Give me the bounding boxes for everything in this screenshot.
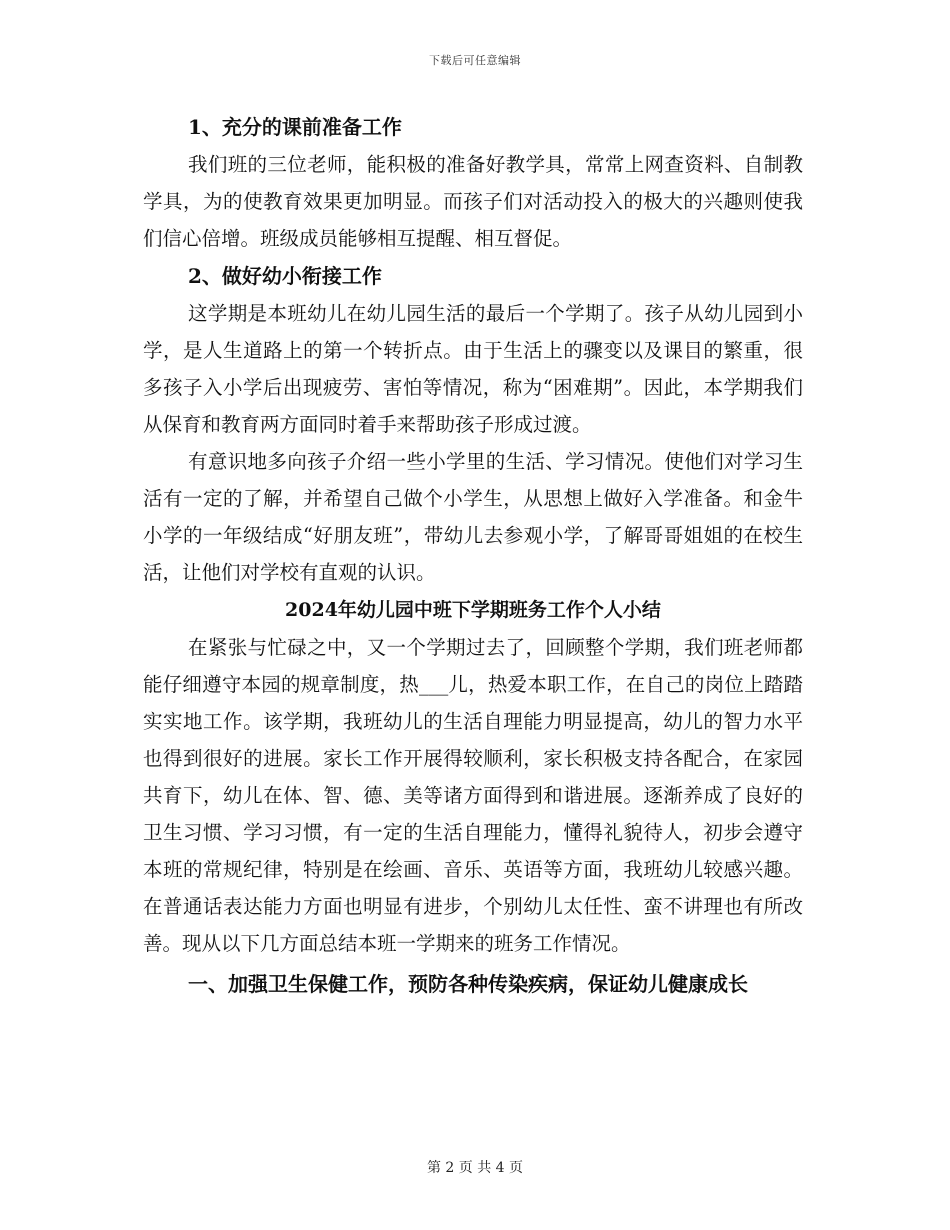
page-header: 下载后可任意编辑: [429, 54, 521, 67]
section-heading-3: 一、加强卫生保健工作，预防各种传染疾病，保证幼儿健康成长: [188, 972, 748, 996]
paragraph-2: 这学期是本班幼儿在幼儿园生活的最后一个学期了。孩子从幼儿园到小学，是人生道路上的第一个转折点。由于生活上的骤变以及课目的繁重，很多孩子入小学后出现疲劳、害怕等情况，称为“困难期”。因此，本学期我们从保育和教育两方面同时着手来帮助孩子形成过渡。: [143, 302, 803, 436]
section-heading-2: 2、做好幼小衔接工作: [188, 264, 382, 288]
paragraph-4: 在紧张与忙碌之中，又一个学期过去了，回顾整个学期，我们班老师都能仔细遵守本园的规章制度，热___儿，热爱本职工作，在自己的岗位上踏踏实实地工作。该学期，我班幼儿的生活自理能力明显提高，幼儿的智力水平也得到很好的进展。家长工作开展得较顺利，家长积极支持各配合，在家园共育下，幼儿在体、智、德、美等诸方面得到和谐进展。逐渐养成了良好的卫生习惯、学习习惯，有一定的生活自理能力，懂得礼貌待人，初步会遵守本班的常规纪律，特别是在绘画、音乐、英语等方面，我班幼儿较感兴趣。在普通话表达能力方面也明显有进步，个别幼儿太任性、蛮不讲理也有所改善。现从以下几方面总结本班一学期来的班务工作情况。: [143, 636, 803, 955]
document-body: [143, 108, 803, 1003]
paragraph-1: 我们班的三位老师，能积极的准备好教学具，常常上网查资料、自制教学具，为的使教育效果更加明显。而孩子们对活动投入的极大的兴趣则使我们信心倍增。班级成员能够相互提醒、相互督促。: [143, 153, 803, 250]
paragraph-3: 有意识地多向孩子介绍一些小学里的生活、学习情况。使他们对学习生活有一定的了解，并希望自己做个小学生，从思想上做好入学准备。和金牛小学的一年级结成“好朋友班”，带幼儿去参观小学，了解哥哥姐姐的在校生活，让他们对学校有直观的认识。: [143, 450, 803, 584]
document-title: 2024年幼儿园中班下学期班务工作个人小结: [285, 599, 661, 621]
section-heading-1: 1、充分的课前准备工作: [188, 115, 402, 139]
page-footer: 第 2 页 共 4 页: [426, 1160, 524, 1176]
